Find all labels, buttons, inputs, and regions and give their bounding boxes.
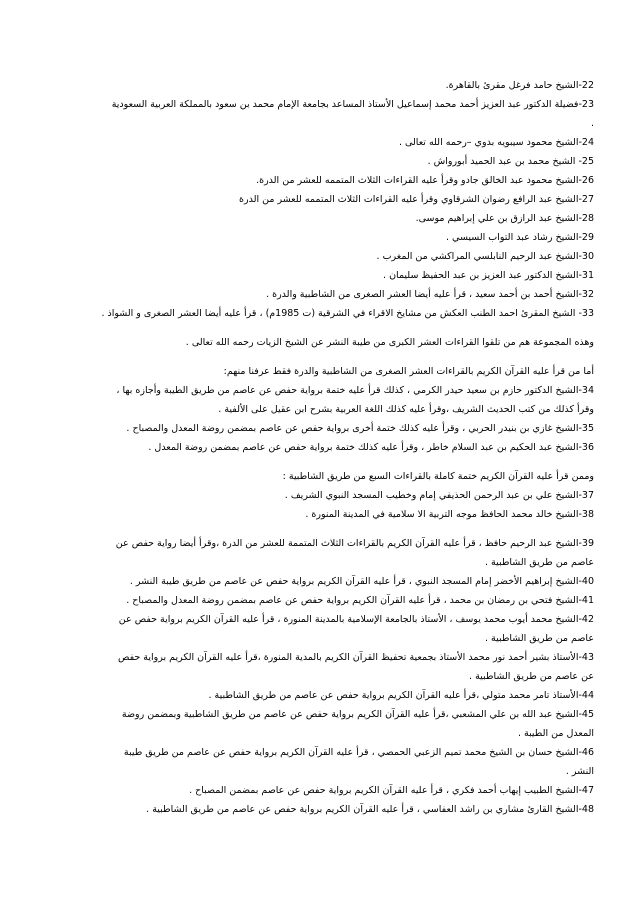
list-item: 42-الشيخ محمد أيوب محمد يوسف ، الأستاذ بالجامعة الإسلامية بالمدينة المنورة ، قرأ عليه القرآن الكريم برواية حفص عن — [118, 614, 594, 625]
list-item-continuation: عاصم من طريق الشاطبية . — [484, 557, 594, 568]
list-item: 45-الشيخ عبد الله بن علي المشعبي ،قرأ عليه القرآن الكريم برواية حفص عن عاصم من طريق الشاطبية وبمضمن روضة — [121, 709, 594, 720]
list-item: 29-الشيخ رشاد عبد التواب السيسي . — [445, 232, 594, 243]
list-item: 38-الشيخ خالد محمد الحافظ موجه التربية الا سلامية في المدينة المنورة . — [305, 509, 594, 520]
list-item: 39-الشيخ عبد الرحيم حافظ ، قرأ عليه القرآن الكريم بالقراءات الثلاث المتممة للعشر من الدرة ،وقرأ أيضا رواية حفص عن — [115, 538, 594, 549]
list-item: 25- الشيخ محمد بن عبد الحميد أبورواش . — [427, 156, 594, 167]
list-item: 43-الأستاذ بشير أحمد نور محمد الأستاذ بجمعية تحفيظ القرآن الكريم بالمدية المنورة ،قرأ عليه القرآن الكريم برواية حفص — [117, 652, 594, 663]
list-item-continuation: . — [590, 118, 594, 129]
list-item: 28-الشيخ عبد الرازق بن علي إبراهيم موسى. — [415, 213, 594, 224]
list-item-continuation: المعدل من الطيبة . — [517, 728, 594, 739]
list-item: 23-فضيلة الدكتور عبد العزيز أحمد محمد إسماعيل الأستاذ المساعد بجامعة الإمام محمد بن سعود بالمملكة العربية السعودية — [111, 99, 594, 110]
list-item: 26-الشيخ محمود عبد الخالق جادو وقرأ عليه القراءات الثلاث المتممه للعشر من الدرة. — [256, 175, 594, 186]
list-item: 36-الشيخ عبد الحكيم بن عبد السلام خاطر ، وقرأ عليه كذلك ختمة برواية حفص عن عاصم بمضمن روضة المعدل . — [148, 442, 594, 453]
list-item: 27-الشيخ عبد الرافع رضوان الشرقاوي وقرأ عليه القراءات الثلاث المتممه للعشر من الدرة — [239, 194, 594, 205]
list-item: 48-الشيخ القارئ مشاري بن راشد العفاسي ، قرأ عليه القرآن الكريم برواية حفص عن عاصم من طريق الشاطبية . — [146, 804, 594, 815]
list-item: 24-الشيخ محمود سيبويه بدوي –رحمه الله تعالى . — [398, 137, 594, 148]
list-item: 31-الشيخ الدكتور عبد العزيز بن عبد الحفيظ سليمان . — [383, 270, 594, 281]
list-item: 22-الشيخ حامد فرغل مقرئ بالقاهرة. — [445, 80, 594, 91]
list-item: 35-الشيخ غازي بن بنيدر الحربي ، وقرأ عليه كذلك ختمة أخرى برواية حفص عن عاصم بمضمن روضة المعدل والمصباح . — [126, 423, 594, 434]
list-item: 46-الشيخ حسان بن الشيخ محمد تميم الزعبي الحمصي ، قرأ عليه القرآن الكريم برواية حفص عن عاصم من طريق طيبة — [123, 747, 594, 758]
list-item: 34-الشيخ الدكتور حازم بن سعيد حيدر الكرمي ، كذلك قرأ عليه ختمة برواية حفص عن عاصم من طريق الطيبة وأجازه بها ، — [116, 385, 594, 396]
list-item: 30-الشيخ عبد الرحيم النابلسي المراكشي من المغرب . — [376, 251, 594, 262]
list-item-continuation: عن عاصم من طريق الشاطبية . — [469, 671, 594, 682]
list-item: 32-الشيخ أحمد بن أحمد سعيد ، قرأ عليه أيضا العشر الصغرى من الشاطبية والدرة . — [266, 289, 594, 300]
teachers-list-3 — [62, 486, 594, 524]
section-heading: وممن قرأ عليه القرآن الكريم ختمة كاملة بالقراءات السبع من طريق الشاطبية : — [282, 471, 594, 482]
list-item: 37-الشيخ علي بن عبد الرحمن الحذيفي إمام وخطيب المسجد النبوي الشريف . — [284, 490, 594, 501]
list-item: 41-الشيخ فتحي بن رمضان بن محمد ، قرأ عليه القرآن الكريم برواية حفص عن عاصم بمضمن روضة المعدل والمصباح . — [126, 595, 594, 606]
teachers-list-2 — [62, 381, 594, 457]
list-item: 40-الشيخ إبراهيم الأخضر إمام المسجد النبوي ، قرأ عليه القرآن الكريم برواية حفص عن عاصم من طريق طيبة النشر . — [129, 576, 594, 587]
list-item-continuation: وقرأ كذلك من كتب الحديث الشريف ،وقرأ عليه كذلك اللغة العربية بشرح ابن عقيل على الألفية . — [218, 404, 594, 415]
teachers-list-4 — [62, 534, 594, 819]
list-item: 33- الشيخ المقرئ احمد الطنب العكش من مشايخ الاقراء في الشرقية (ت 1985م) ، قرأ عليه أيضا العشر الصغرى و الشواذ . — [101, 308, 594, 319]
list-item-continuation: عاصم من طريق الشاطبية . — [484, 633, 594, 644]
list-item-continuation: النشر . — [565, 766, 594, 777]
list-item: 44-الأستاذ تامر محمد متولي ،قرأ عليه القرآن الكريم برواية حفص عن عاصم من طريق الشاطبية . — [208, 690, 594, 701]
summary-paragraph: وهذه المجموعة هم من تلقوا القراءات العشر الكبرى من طيبة النشر عن الشيخ الزيات رحمه الله تعالى . — [185, 337, 594, 348]
section-heading: أما من قرأ عليه القرآن الكريم بالقراءات العشر الصغرى من الشاطبية والدرة فقط عرفنا منهم: — [223, 366, 594, 377]
list-item: 47-الشيخ الطبيب إيهاب أحمد فكري ، قرأ عليه القرآن الكريم برواية حفص عن عاصم بمضمن المصباح . — [189, 785, 594, 796]
teachers-list-1 — [62, 76, 594, 323]
